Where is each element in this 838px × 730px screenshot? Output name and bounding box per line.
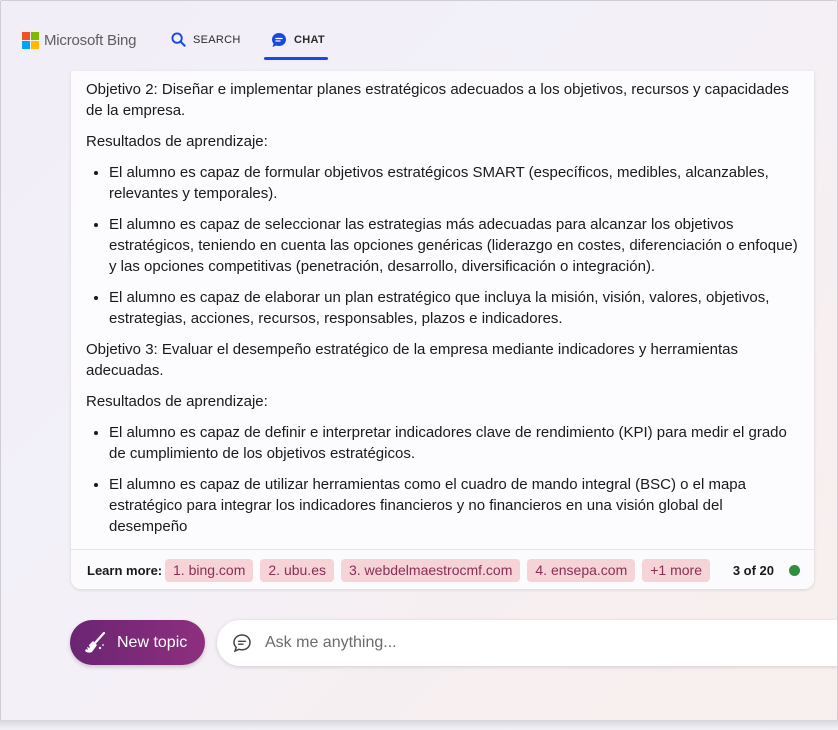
status-dot-icon	[789, 565, 800, 576]
list-item: • El alumno es capaz de seleccionar las estrategias más adecuadas para alcanzar los objetivos estratégicos, teniendo en cuenta las opciones genéricas (liderazgo en costes, diferenciación o enfoque) y las opciones competitivas (penetración, desarrollo, diversificación o integración).	[109, 214, 801, 277]
learn-more-bar	[71, 549, 814, 589]
chat-bubble-icon	[271, 32, 287, 48]
bing-logo[interactable]	[22, 32, 136, 49]
brand-name: Microsoft Bing	[44, 32, 137, 49]
source-link-ubu[interactable]: 2. ubu.es	[260, 559, 334, 582]
tab-search[interactable]	[171, 32, 241, 47]
bullet-list	[86, 422, 801, 537]
bullet-list	[86, 162, 801, 329]
more-sources-button[interactable]: +1 more	[642, 559, 710, 582]
tab-chat[interactable]	[271, 32, 325, 48]
microsoft-logo-icon	[22, 32, 39, 49]
top-header	[1, 1, 837, 71]
broom-icon	[83, 631, 107, 655]
chat-prompt-icon	[232, 633, 252, 653]
window-shadow	[0, 720, 838, 730]
results-heading: Resultados de aprendizaje:	[86, 393, 268, 410]
active-tab-indicator	[264, 57, 328, 60]
turn-counter: 3 of 20	[732, 563, 774, 578]
search-icon	[171, 32, 186, 47]
source-link-webdelmaestrocmf[interactable]: 3. webdelmaestrocmf.com	[341, 559, 520, 582]
source-link-bing[interactable]: 1. bing.com	[165, 559, 253, 582]
chat-input[interactable]	[263, 633, 787, 653]
list-item: • El alumno es capaz de elaborar un plan estratégico que incluya la misión, visión, valores, objetivos, estrategias, acciones, recursos, responsables, plazos e indicadores.	[109, 287, 801, 329]
list-item: • El alumno es capaz de formular objetivos estratégicos SMART (específicos, medibles, alcanzables, relevantes y temporales).	[109, 162, 801, 204]
new-topic-label: New topic	[117, 633, 188, 651]
results-heading: Resultados de aprendizaje:	[86, 133, 268, 150]
response-content	[86, 79, 801, 547]
tab-search-label: SEARCH	[193, 33, 241, 46]
list-item: • El alumno es capaz de definir e interpretar indicadores clave de rendimiento (KPI) para medir el grado de cumplimiento de los objetivos estratégicos.	[109, 422, 801, 464]
source-link-ensepa[interactable]: 4. ensepa.com	[527, 559, 635, 582]
new-topic-button[interactable]	[70, 620, 205, 665]
source-links	[165, 559, 717, 582]
tab-chat-label: CHAT	[294, 34, 325, 46]
chat-response-card	[71, 71, 814, 589]
list-item: • El alumno es capaz de utilizar herramientas como el cuadro de mando integral (BSC) o el mapa estratégico para integrar los indicadores financieros y no financieros en una visión global del desempeño	[109, 474, 801, 537]
learn-more-label: Learn more:	[87, 563, 163, 578]
objective-3-text: Objetivo 3: Evaluar el desempeño estratégico de la empresa mediante indicadores y herramientas adecuadas.	[86, 341, 739, 379]
ask-box[interactable]	[217, 620, 838, 666]
objective-2-text: Objetivo 2: Diseñar e implementar planes estratégicos adecuados a los objetivos, recursos y capacidades de la empresa.	[86, 81, 789, 119]
